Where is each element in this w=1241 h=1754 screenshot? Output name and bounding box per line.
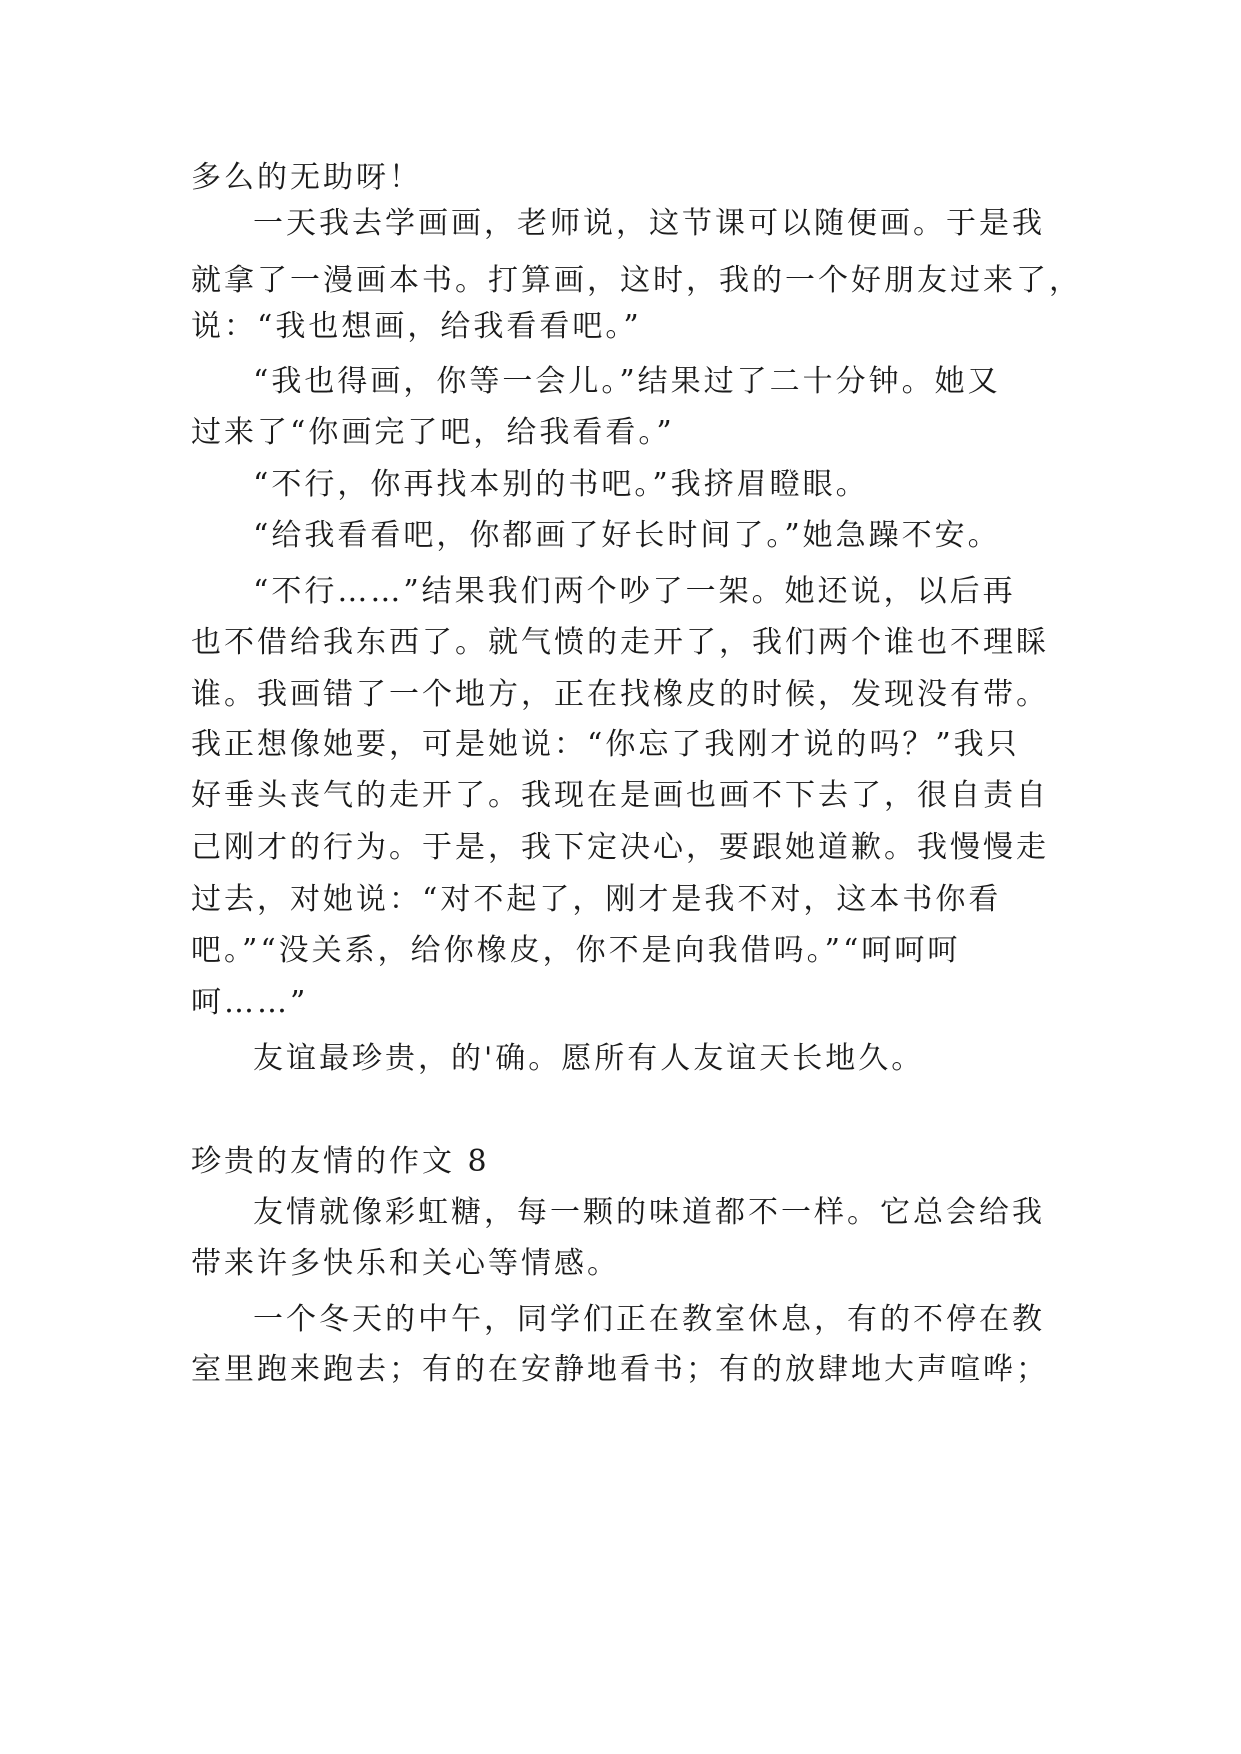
text-line: 友谊最珍贵，的'确。愿所有人友谊天长地久。: [253, 1041, 925, 1076]
text-line: 我正想像她要，可是她说：“你忘了我刚才说的吗？”我只: [191, 727, 1020, 762]
text-line: 带来许多快乐和关心等情感。: [191, 1246, 620, 1281]
text-line: 也不借给我东西了。就气愤的走开了，我们两个谁也不理睬: [191, 625, 1049, 660]
text-line: “给我看看吧，你都画了好长时间了。”她急躁不安。: [253, 518, 1001, 553]
text-line: 呵……”: [191, 985, 309, 1020]
text-line: 室里跑来跑去；有的在安静地看书；有的放肆地大声喧哗；: [191, 1352, 1049, 1387]
text-line: 多么的无助呀！: [191, 160, 422, 195]
text-line: “不行，你再找本别的书吧。”我挤眉瞪眼。: [253, 467, 869, 502]
text-line: 就拿了一漫画本书。打算画，这时，我的一个好朋友过来了，: [191, 263, 1082, 298]
section-heading: 珍贵的友情的作文 8: [191, 1144, 490, 1179]
text-line: 友情就像彩虹糖，每一颗的味道都不一样。它总会给我: [253, 1195, 1045, 1230]
text-line: “我也得画，你等一会儿。”结果过了二十分钟。她又: [253, 364, 1001, 399]
text-line: 好垂头丧气的走开了。我现在是画也画不下去了，很自责自: [191, 778, 1049, 813]
text-line: 一天我去学画画，老师说，这节课可以随便画。于是我: [253, 206, 1045, 241]
text-line: 吧。”“没关系，给你橡皮，你不是向我借吗。”“呵呵呵: [191, 933, 961, 968]
text-line: 一个冬天的中午，同学们正在教室休息，有的不停在教: [253, 1302, 1045, 1337]
text-line: 过去，对她说：“对不起了，刚才是我不对，这本书你看: [191, 882, 1002, 917]
text-line: 过来了“你画完了吧，给我看看。”: [191, 415, 675, 450]
text-line: 己刚才的行为。于是，我下定决心，要跟她道歉。我慢慢走: [191, 830, 1049, 865]
text-line: 谁。我画错了一个地方，正在找橡皮的时候，发现没有带。: [191, 677, 1049, 712]
text-line: “不行……”结果我们两个吵了一架。她还说，以后再: [253, 574, 1016, 609]
text-line: 说：“我也想画，给我看看吧。”: [191, 309, 642, 344]
